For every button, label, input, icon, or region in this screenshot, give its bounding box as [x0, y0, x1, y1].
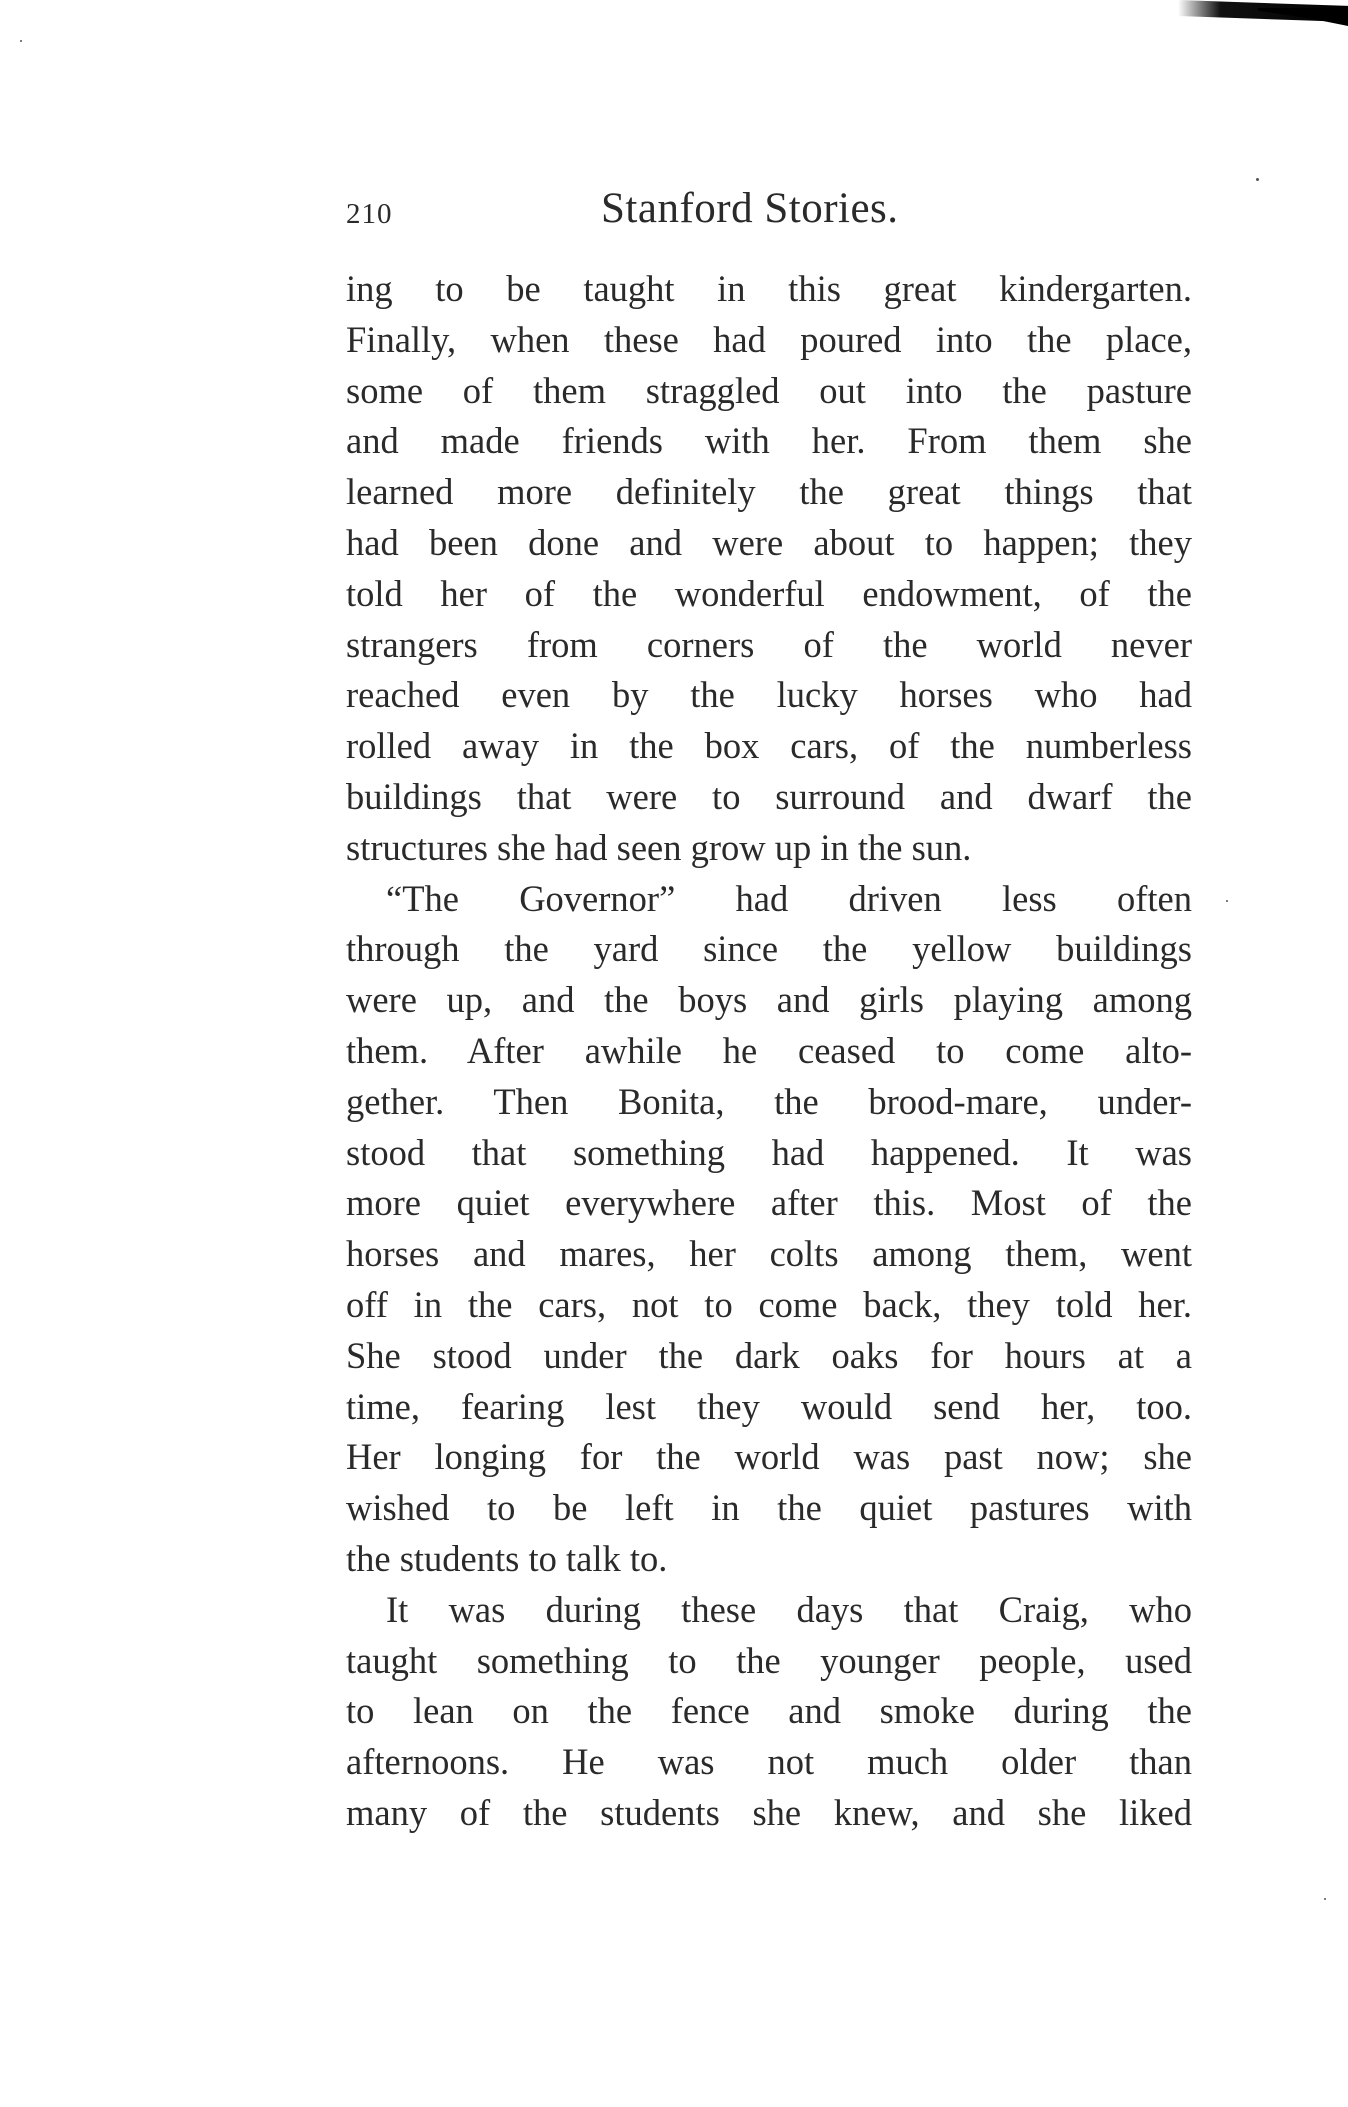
text-line: some of them straggled out into the pasture	[346, 369, 1192, 411]
page-header	[346, 184, 1192, 244]
text-line: It was during these days that Craig, who	[386, 1588, 1192, 1630]
text-line: reached even by the lucky horses who had	[346, 674, 1192, 716]
scan-speck	[1324, 1898, 1326, 1900]
text-line: learned more definitely the great things that	[346, 471, 1192, 513]
text-line: many of the students she knew, and she liked	[346, 1791, 1192, 1833]
scan-speck	[1256, 178, 1259, 181]
text-line: more quiet everywhere after this. Most of the	[346, 1182, 1192, 1224]
body-text	[346, 264, 1192, 1839]
running-title: Stanford Stories.	[601, 185, 899, 232]
text-line: through the yard since the yellow buildings	[346, 928, 1192, 970]
text-line: horses and mares, her colts among them, went	[346, 1233, 1192, 1275]
paragraph-3	[346, 1585, 1192, 1839]
text-line: wished to be left in the quiet pastures with	[346, 1487, 1192, 1529]
text-line: She stood under the dark oaks for hours at a	[346, 1334, 1192, 1376]
text-line: ing to be taught in this great kindergarten.	[346, 268, 1192, 309]
text-line: Her longing for the world was past now; she	[346, 1436, 1192, 1478]
text-line: were up, and the boys and girls playing among	[346, 979, 1192, 1021]
text-line: afternoons. He was not much older than	[346, 1741, 1192, 1783]
scan-speck	[20, 40, 22, 42]
paragraph-1	[346, 264, 1192, 874]
text-line: Finally, when these had poured into the place,	[346, 318, 1192, 360]
text-line: told her of the wonderful endowment, of the	[346, 572, 1192, 614]
text-line: structures she had seen grow up in the sun.	[346, 826, 972, 868]
text-line: buildings that were to surround and dwarf the	[346, 775, 1192, 817]
page-number: 210	[346, 198, 393, 230]
text-line: gether. Then Bonita, the brood-mare, under-	[346, 1080, 1192, 1122]
text-line: off in the cars, not to come back, they told her.	[346, 1283, 1192, 1325]
text-line: taught something to the younger people, used	[346, 1639, 1192, 1681]
text-line: had been done and were about to happen; they	[346, 521, 1192, 563]
text-line: strangers from corners of the world never	[346, 623, 1192, 665]
text-line: them. After awhile he ceased to come alto-	[346, 1029, 1192, 1071]
paragraph-2	[346, 874, 1192, 1585]
scan-speck	[1226, 900, 1228, 902]
text-line: time, fearing lest they would send her, too.	[346, 1385, 1192, 1427]
text-line: to lean on the fence and smoke during the	[346, 1690, 1192, 1732]
text-line: “The Governor” had driven less often	[386, 877, 1192, 919]
text-line: rolled away in the box cars, of the numberless	[346, 725, 1192, 767]
text-line: stood that something had happened. It was	[346, 1131, 1192, 1173]
text-line: and made friends with her. From them she	[346, 420, 1192, 462]
text-line: the students to talk to.	[346, 1537, 668, 1579]
